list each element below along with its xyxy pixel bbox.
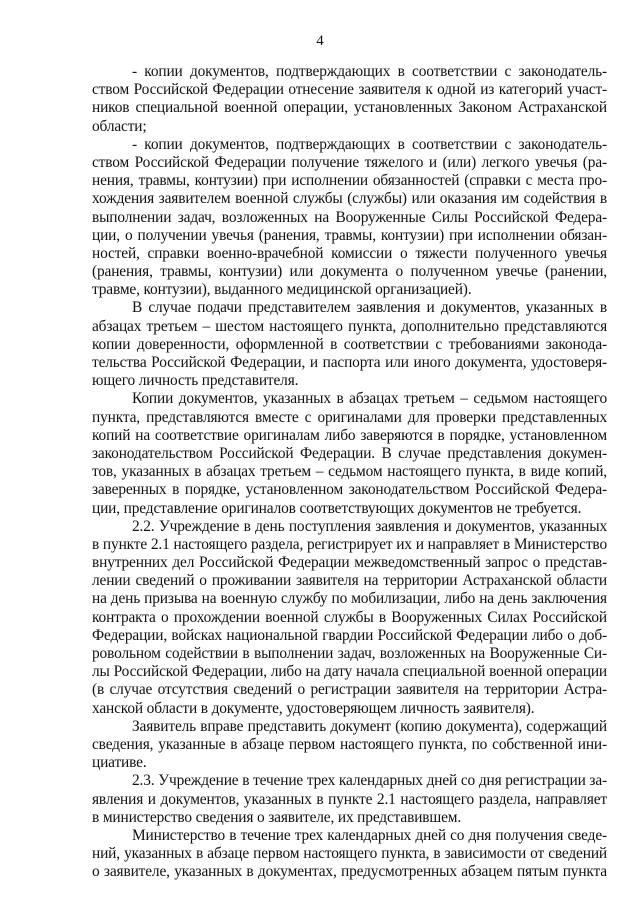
text-line: заверенных в порядке, установленном законодательством Российской Федера- [92,481,607,499]
text-line: в министерство сведения о заявителе, их представившем. [92,808,462,826]
text-line: лении сведений о проживании заявителя на территории Астраханской области [92,572,607,590]
text-line: тов, указанных в абзацах третьем – седьмом настоящего пункта, в виде копий, [92,463,607,481]
text-line: - копии документов, подтверждающих в соответствии с законодатель- [132,63,607,80]
text-line: Федерации, войсках национальной гвардии Российской Федерации либо о доб- [92,626,607,644]
text-line: законодательством Российской Федерации. В случае представления докумен- [92,444,607,462]
text-line: ровольном содействии в выполнении задач, возложенных на Вооруженные Си- [92,645,607,662]
text-line: - копии документов, подтверждающих в соответствии с законодатель- [132,135,607,153]
text-line: области; [92,117,147,135]
text-line: (в случае отсутствия сведений о регистрации заявителя на территории Астра- [92,681,607,699]
text-line: о заявителе, указанных в документах, предусмотренных абзацем пятым пункта [92,863,607,881]
text-line: Копии документов, указанных в абзацах третьем – седьмом настоящего [132,390,607,408]
text-line: в пункте 2.1 настоящего раздела, регистрирует их и направляет в Министерство [92,535,607,553]
text-line: ников специальной военной операции, установленных Законом Астраханской [92,99,607,117]
text-line: травме, контузии), выданного медицинской организацией). [92,281,472,299]
text-line: (ранения, травмы, контузии) или документа о полученном увечье (ранении, [92,263,607,281]
text-line: хождения заявителем военной службы (службы) или оказания им содействия в [92,190,607,208]
text-line: абзацах третьем – шестом настоящего пункта, дополнительно представляются [92,317,607,335]
page-number: 4 [316,33,324,49]
text-line: В случае подачи представителем заявления и документов, указанных в [132,299,607,317]
text-line: пункта, представляются вместе с оригиналами для проверки представленных [92,408,607,426]
text-line: контракта о прохождении военной службы в Вооруженных Силах Российской [92,608,607,626]
text-line: на день призыва на военную службу по мобилизации, либо на день заключения [92,590,607,608]
text-line: Заявитель вправе представить документ (копию документа), содержащий [132,717,607,735]
text-line: тельства Российской Федерации, и паспорта или иного документа, удостоверя- [92,354,607,371]
text-line: сведения, указанные в абзаце первом настоящего пункта, по собственной ини- [92,735,607,753]
text-line: нения, травмы, контузии) при исполнении обязанностей (справки с места про- [92,172,607,190]
text-line: ханской области в документе, удостоверяющем личность заявителя). [92,699,535,717]
text-line: ющего личность представителя. [92,372,299,390]
text-line: выполнении задач, возложенных на Вооруженные Силы Российской Федера- [92,208,607,226]
text-line: 2.2. Учреждение в день поступления заявления и документов, указанных [132,517,607,535]
text-line: циативе. [92,754,147,772]
text-line: Министерство в течение трех календарных дней со дня получения сведе- [132,826,607,844]
text-line: ством Российской Федерации получение тяжелого и (или) легкого увечья (ра- [92,153,607,171]
text-line: внутренних дел Российской Федерации межведомственный запрос о представ- [92,554,607,572]
document-body [92,63,607,881]
text-line: ции, представление оригиналов соответствующих документов не требуется. [92,499,582,517]
text-line: 2.3. Учреждение в течение трех календарных дней со дня регистрации за- [132,772,607,790]
text-line: явления и документов, указанных в пункте 2.1 настоящего раздела, направляет [92,790,607,808]
text-line: ностей, справки военно-врачебной комиссии о тяжести полученного увечья [92,244,607,262]
text-line: ции, о получении увечья (ранения, травмы, контузии) при исполнении обязан- [92,226,607,244]
text-line: копии доверенности, оформленной в соответствии с требованиями законода- [92,335,607,353]
text-line: копий на соответствие оригиналам либо заверяются в порядке, установленном [92,426,607,444]
text-line: ством Российской Федерации отнесение заявителя к одной из категорий участ- [92,81,607,99]
text-line: лы Российской Федерации, либо на дату начала специальной военной операции [92,663,607,681]
text-line: ний, указанных в абзаце первом настоящего пункта, в зависимости от сведений [92,845,607,863]
